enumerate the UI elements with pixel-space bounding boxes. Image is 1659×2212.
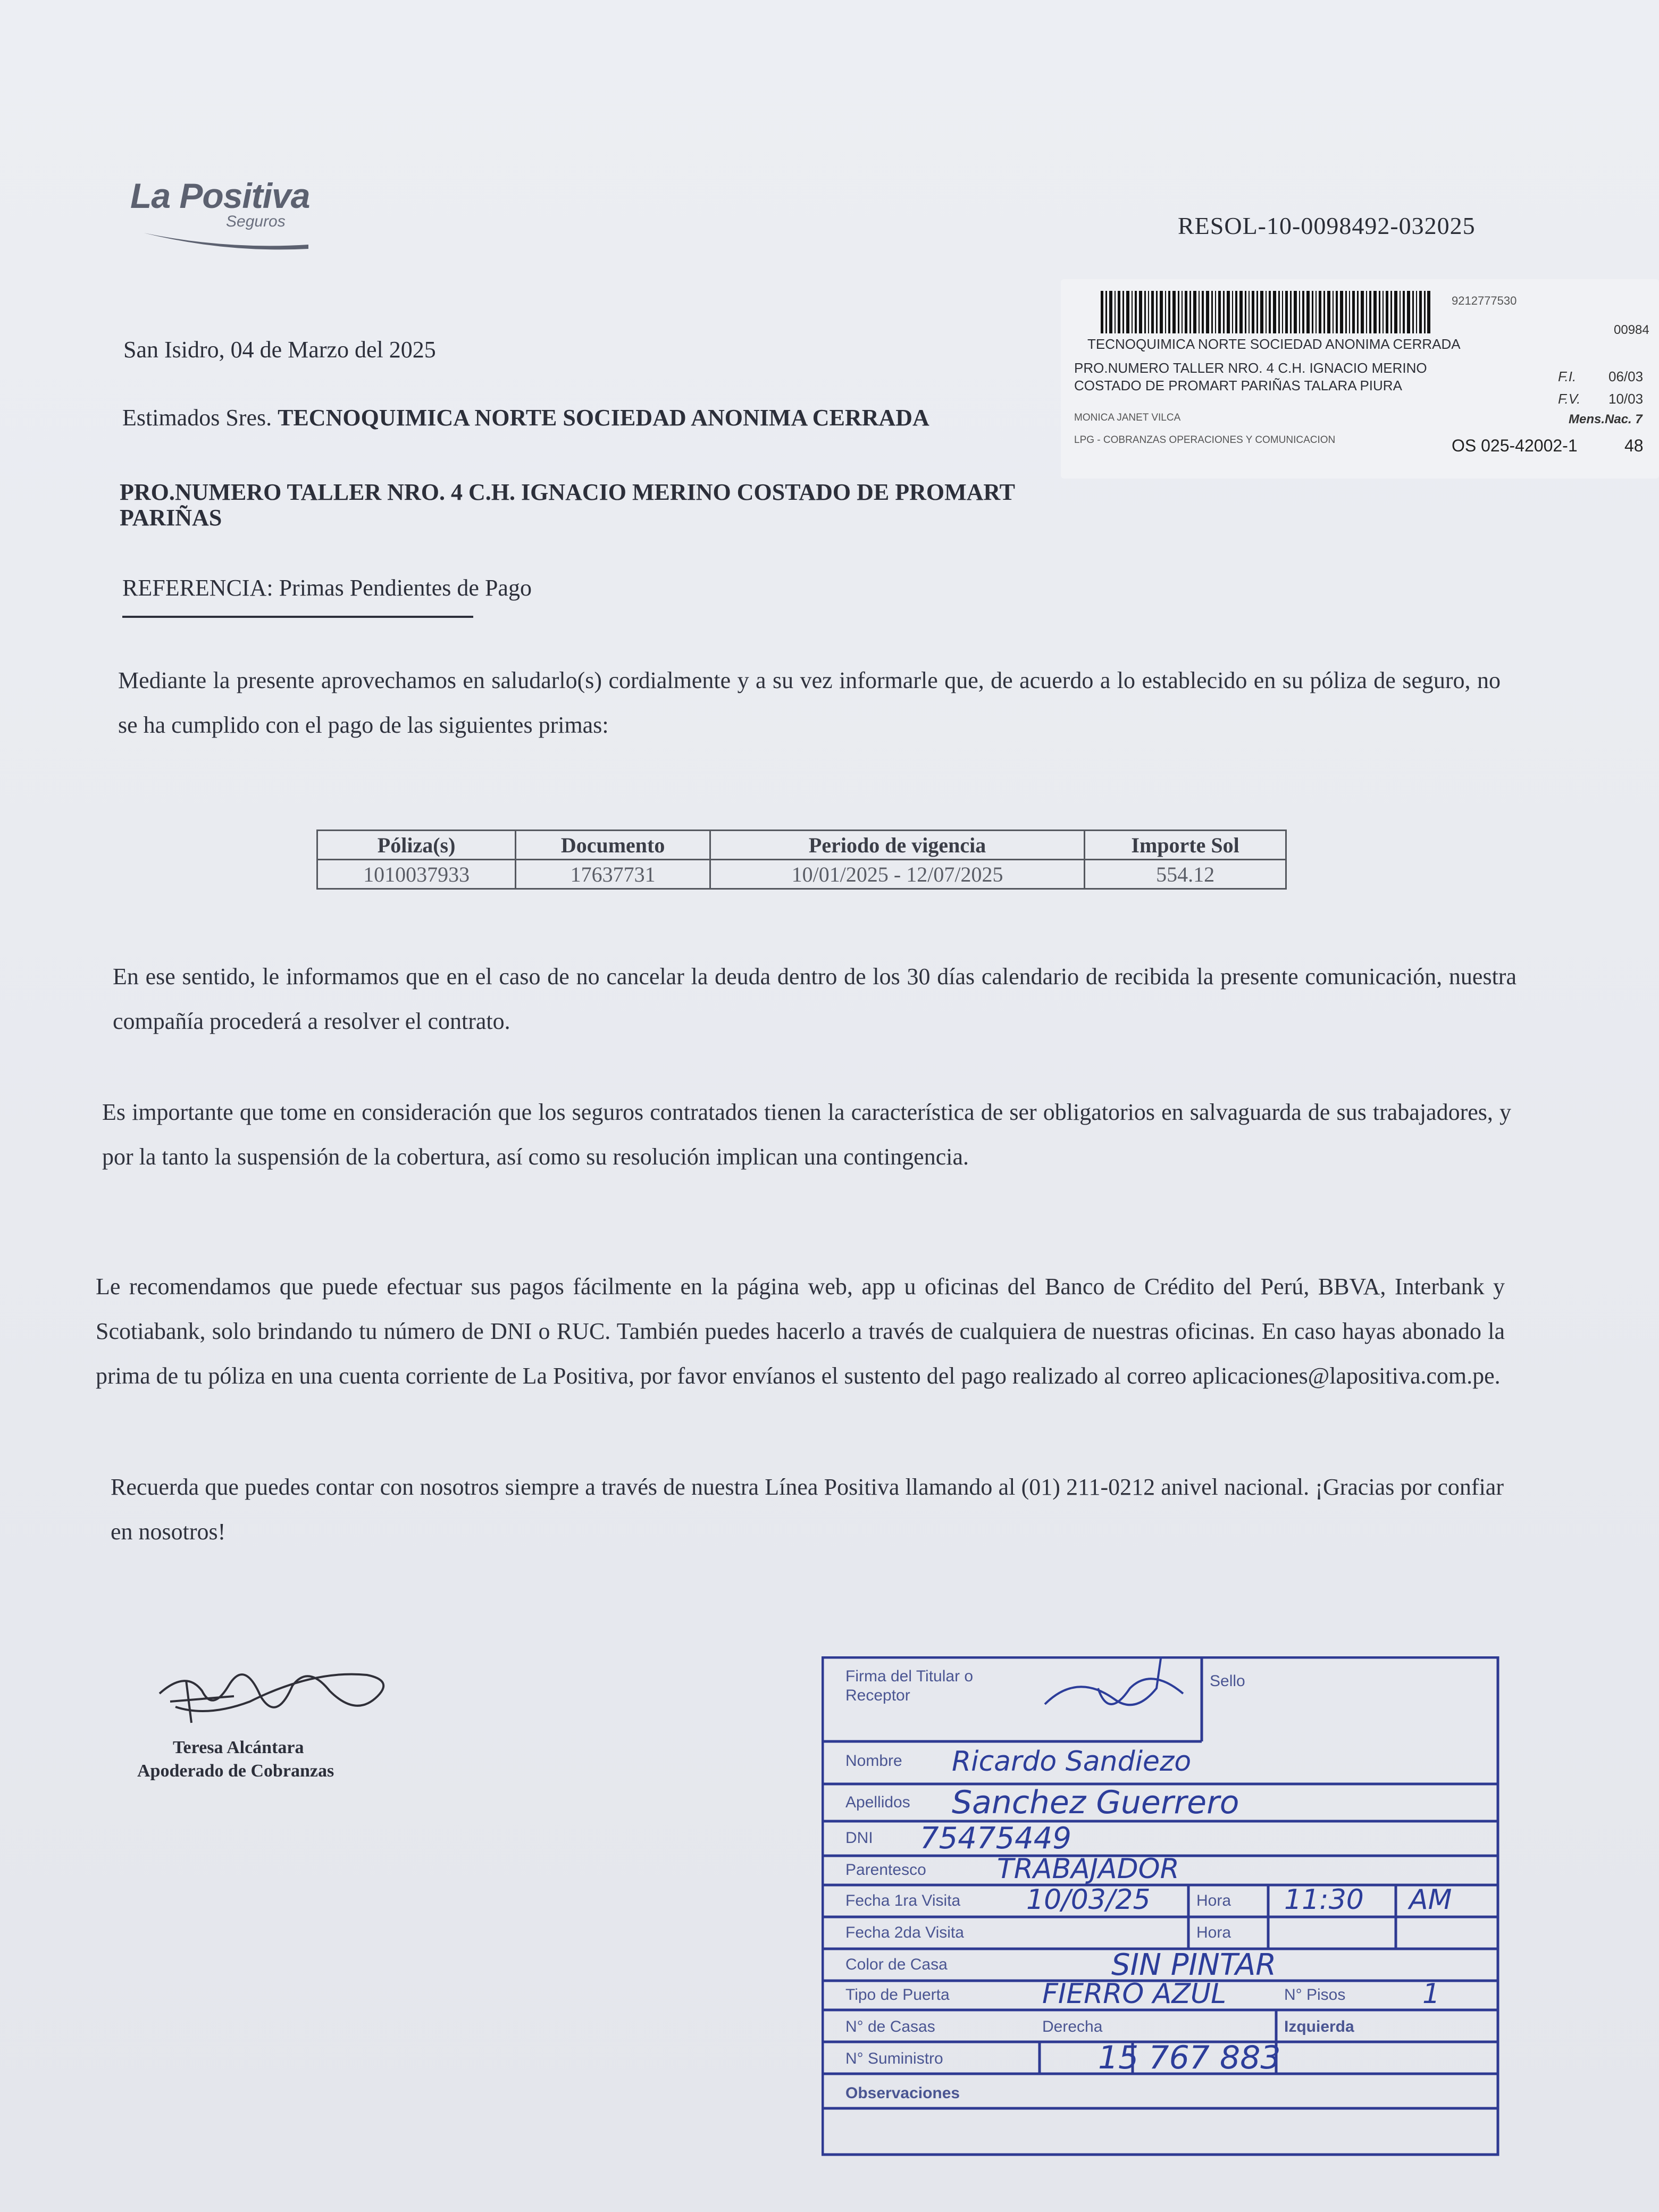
signer-name: Teresa Alcántara (173, 1738, 304, 1757)
paragraph-intro: Mediante la presente aprovechamos en saludarlo(s) cordialmente y a su vez informarle que, de acuerdo a lo establecido en su póliza de seguro, no se ha cumplido con el pago de las siguientes primas: (118, 667, 1501, 738)
fv-label: F.V. (1558, 391, 1581, 407)
stamp-dni-label: DNI (845, 1829, 873, 1847)
label-department: LPG - COBRANZAS OPERACIONES Y COMUNICACION (1074, 434, 1336, 446)
barcode-icon (1101, 291, 1430, 333)
stamp-izquierda-label: Izquierda (1284, 2018, 1354, 2035)
os-count: 48 (1624, 436, 1644, 455)
stamp-ampm-value: AM (1409, 1884, 1452, 1916)
fv-value: 10/03 (1608, 391, 1644, 407)
pending-premiums-table (316, 830, 1287, 890)
os-code: OS 025-42002-1 (1452, 436, 1578, 455)
reference-label: REFERENCIA: (122, 575, 273, 601)
reference-line (122, 574, 532, 601)
stamp-fecha2-label: Fecha 2da Visita (845, 1924, 964, 1941)
stamp-derecha-label: Derecha (1042, 2018, 1103, 2035)
stamp-nombre-value: Ricardo Sandiezo (952, 1746, 1192, 1778)
recipient-address-1: PRO.NUMERO TALLER NRO. 4 C.H. IGNACIO MERINO COSTADO DE PROMART (120, 479, 1015, 505)
stamp-puerta-label: Tipo de Puerta (845, 1986, 950, 2004)
label-number: 00984 (1614, 323, 1649, 337)
recipient-name: TECNOQUIMICA NORTE SOCIEDAD ANONIMA CERRADA (278, 405, 929, 431)
stamp-suministro-label: N° Suministro (845, 2050, 943, 2067)
col-poliza: Póliza(s) (317, 831, 516, 860)
stamp-hora-value: 11:30 (1284, 1884, 1364, 1916)
stamp-hora-label: Hora (1196, 1892, 1231, 1909)
col-documento: Documento (516, 831, 710, 860)
paragraph-payment: Le recomendamos que puede efectuar sus pagos fácilmente en la página web, app u oficinas del Banco de Crédito del Perú, BBVA, Interbank y Scotiabank, solo brindando tu número de DNI o RUC. También puedes hacerlo a través de cualquiera de nuestras oficinas. En caso hayas abonado la prima de tu póliza en una cuenta corriente de La Positiva, por favor envíanos el sustento del pago realizado al correo aplicaciones@lapositiva.com.pe. (96, 1273, 1505, 1389)
col-importe: Importe Sol (1085, 831, 1286, 860)
fi-value: 06/03 (1608, 368, 1644, 384)
stamp-apellidos-value: Sanchez Guerrero (952, 1784, 1239, 1821)
cell-poliza: 1010037933 (317, 860, 516, 889)
signer-role: Apoderado de Cobranzas (137, 1761, 334, 1781)
table-row (317, 860, 1286, 889)
stamp-sello-label: Sello (1210, 1672, 1245, 1690)
receiver-signature-drawing (1034, 1656, 1194, 1736)
cell-periodo: 10/01/2025 - 12/07/2025 (710, 860, 1084, 889)
greeting: Estimados Sres. (122, 405, 272, 431)
label-company: TECNOQUIMICA NORTE SOCIEDAD ANONIMA CERRADA (1087, 336, 1461, 352)
stamp-pisos-label: N° Pisos (1284, 1986, 1346, 2004)
stamp-apellidos-label: Apellidos (845, 1794, 910, 1811)
stamp-observaciones-label: Observaciones (845, 2084, 960, 2102)
cell-documento: 17637731 (516, 860, 710, 889)
label-address-2: COSTADO DE PROMART PARIÑAS TALARA PIURA (1074, 378, 1402, 393)
stamp-fecha1-value: 10/03/25 (1026, 1884, 1151, 1916)
address-label (1061, 279, 1659, 479)
greeting-line (122, 404, 929, 431)
paragraph-consequence: En ese sentido, le informamos que en el caso de no cancelar la deuda dentro de los 30 días calendario de recibida la presente comunicación, nuestra compañía procederá a resolver el contrato. (113, 963, 1516, 1034)
stamp-nombre-label: Nombre (845, 1752, 902, 1770)
reference-underline (122, 616, 473, 618)
stamp-color-label: Color de Casa (845, 1956, 948, 1973)
stamp-firma-label: Firma del Titular o Receptor (845, 1668, 974, 1704)
barcode-number: 9212777530 (1452, 294, 1517, 307)
letter-date: San Isidro, 04 de Marzo del 2025 (123, 337, 436, 363)
stamp-hora2-label: Hora (1196, 1924, 1231, 1941)
logo-subtitle: Seguros (226, 213, 286, 230)
logo-name: La Positiva (130, 176, 310, 215)
stamp-parentesco-value: TRABAJADOR (997, 1853, 1179, 1885)
paragraph-contact: Recuerda que puedes contar con nosotros siempre a través de nuestra Línea Positiva llamando al (01) 211-0212 anivel nacional. ¡Gracias por confiar en nosotros! (111, 1474, 1504, 1545)
stamp-dni-value: 75475449 (920, 1821, 1072, 1856)
signature-drawing (154, 1648, 399, 1739)
stamp-suministro-value: 15 767 883 (1098, 2039, 1281, 2076)
logo-swoosh-icon (141, 229, 311, 250)
col-periodo: Periodo de vigencia (710, 831, 1084, 860)
reference-text: Primas Pendientes de Pago (279, 575, 532, 601)
label-contact: MONICA JANET VILCA (1074, 412, 1181, 423)
stamp-color-value: SIN PINTAR (1111, 1948, 1277, 1982)
cell-importe: 554.12 (1085, 860, 1286, 889)
stamp-pisos-value: 1 (1422, 1978, 1440, 2010)
stamp-casas-label: N° de Casas (845, 2018, 935, 2035)
paragraph-importance: Es importante que tome en consideración que los seguros contratados tienen la característica de ser obligatorios en salvaguarda de sus trabajadores, y por la tanto la suspensión de la cobertura, así como su resolución implican una contingencia. (102, 1099, 1511, 1170)
company-logo (130, 175, 322, 261)
fi-label: F.I. (1558, 368, 1577, 384)
label-address-1: PRO.NUMERO TALLER NRO. 4 C.H. IGNACIO MERINO (1074, 360, 1427, 376)
delivery-stamp (822, 1656, 1502, 2161)
table-header-row (317, 831, 1286, 860)
stamp-parentesco-label: Parentesco (845, 1861, 926, 1879)
resolution-code: RESOL-10-0098492-032025 (1178, 212, 1476, 239)
stamp-puerta-value: FIERRO AZUL (1042, 1978, 1227, 2010)
recipient-address-2: PARIÑAS (120, 505, 222, 531)
mens-nac: Mens.Nac. 7 (1569, 412, 1643, 426)
stamp-fecha1-label: Fecha 1ra Visita (845, 1892, 961, 1909)
